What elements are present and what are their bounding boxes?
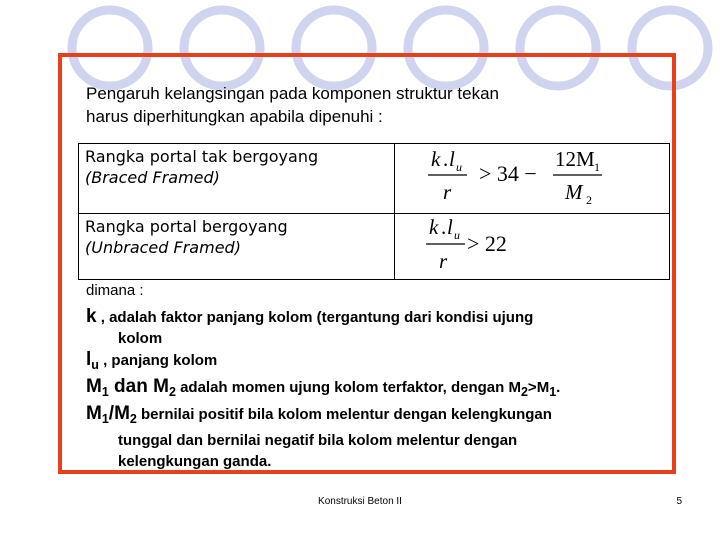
m-rel-b-sub: 1 [549,385,557,399]
condition-row-unbraced [79,214,670,280]
def-m [86,376,686,403]
f1-rhs-num-sub: 1 [594,160,600,174]
lu-sub: u [91,358,99,372]
f1-rhs-den: M [565,180,583,204]
footer-title: Konstruksi Beton II [318,496,402,507]
def-k-cont: kolom [118,330,163,347]
m2-sub: 2 [168,385,176,399]
condition-label-cell [79,144,395,214]
k-symbol: k [86,306,97,327]
def-ratio-cont-1: tunggal dan bernilai negatif bila kolom melentur dengan [118,432,518,449]
m2-symbol: M [153,376,169,397]
condition-formula-cell [395,214,670,280]
def-ratio [86,403,686,430]
ratio-b: M [114,403,130,424]
m-rel-a: M [508,379,521,396]
m1-symbol: M [86,376,102,397]
f2-num-sub: u [454,228,460,242]
def-lu [86,349,686,376]
f2-num-l: l [447,215,453,239]
page-number: 5 [676,496,682,507]
m-rel-a-sub: 2 [520,385,528,399]
condition-label: Rangka portal bergoyang [85,217,288,236]
conditions-table [78,143,670,280]
def-ratio-cont-2: kelengkungan ganda. [118,453,272,470]
ratio-text: bernilai positif bila kolom melentur dengan kelengkungan [136,406,552,423]
definitions [86,306,686,472]
formula-braced [395,144,667,208]
f1-num-l: l [449,147,455,171]
f2-num-dot: . [441,215,447,239]
ratio-slash: / [108,403,115,424]
intro-text [86,82,666,128]
f2-den: r [439,249,448,273]
lu-text: , panjang kolom [98,352,218,369]
dan-word: dan [108,376,154,397]
ratio-a-sub: 1 [101,412,109,426]
m-text: adalah momen ujung kolom terfaktor, dengan [175,379,509,396]
f1-num-k: k [431,147,441,171]
f1-rhs-num: 12M [555,147,595,171]
f1-num-sub: u [456,160,462,174]
m-rel-op: > [527,379,537,396]
def-k [86,306,686,328]
ratio-a: M [86,403,102,424]
condition-sublabel: (Braced Framed) [85,168,220,187]
formula-unbraced [395,214,667,274]
intro-line-2: harus diperhitungkan apabila dipenuhi : [86,107,383,126]
f2-num-k: k [429,215,439,239]
m-rel-end: . [556,379,561,396]
f1-rhs-den-sub: 2 [586,193,592,207]
f1-num-dot: . [443,147,449,171]
condition-label: Rangka portal tak bergoyang [85,147,319,166]
f2-op: > 22 [467,231,507,256]
m-rel-b: M [536,379,550,396]
condition-label-cell [79,214,395,280]
f1-op: > 34 − [479,161,537,186]
dimana-label: dimana : [86,282,144,299]
condition-formula-cell [395,144,670,214]
k-text: , adalah faktor panjang kolom (tergantung dari kondisi ujung [96,309,534,326]
ratio-b-sub: 2 [129,412,137,426]
intro-line-1: Pengaruh kelangsingan pada komponen struktur tekan [86,84,500,103]
lu-symbol: l [86,349,92,370]
m1-sub: 1 [101,385,109,399]
condition-sublabel: (Unbraced Framed) [85,238,241,257]
f1-den: r [443,180,452,204]
condition-row-braced [79,144,670,214]
